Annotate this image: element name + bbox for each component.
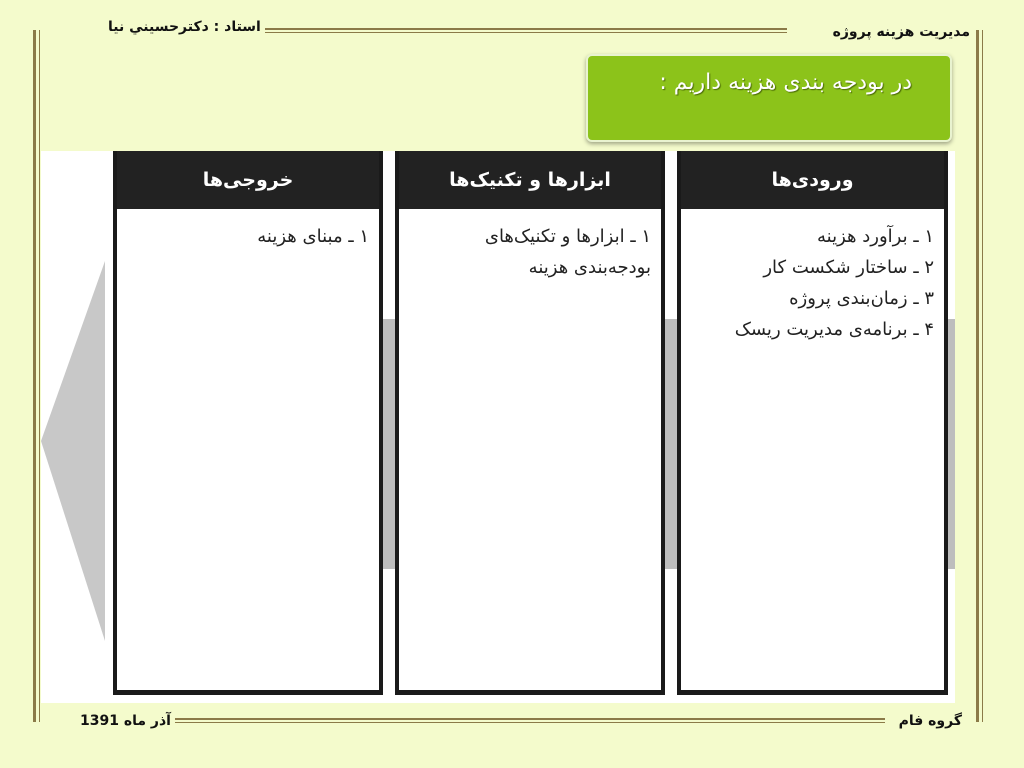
column-heading: خروجی‌ها xyxy=(117,151,379,209)
date-label: آذر ماه 1391 xyxy=(80,713,171,729)
course-title: مديريت هزينه پروژه xyxy=(832,24,970,40)
right-frame-line-inner xyxy=(982,30,983,722)
list-item: ۱ ـ برآورد هزینه xyxy=(817,226,934,247)
left-frame-line xyxy=(33,30,36,722)
slide-title: در بودجه بندی هزینه داریم : xyxy=(659,70,912,95)
top-divider xyxy=(265,28,787,30)
top-divider-inner xyxy=(265,32,787,33)
left-frame-line-inner xyxy=(39,30,40,722)
list-item: ۱ ـ ابزارها و تکنیک‌های بودجه‌بندی هزینه xyxy=(484,226,651,278)
column-heading: ورودی‌ها xyxy=(681,151,944,209)
list-item: ۱ ـ مبنای هزینه xyxy=(257,226,369,247)
group-name: گروه فام xyxy=(898,713,962,729)
bottom-divider-inner xyxy=(175,722,885,723)
column-items xyxy=(681,209,944,345)
instructor-name: استاد : دکترحسيني نيا xyxy=(108,19,261,35)
column-items xyxy=(399,209,661,283)
bottom-divider xyxy=(175,718,885,720)
process-diagram xyxy=(41,151,955,703)
list-item: ۴ ـ برنامه‌ی مدیریت ریسک xyxy=(734,319,934,340)
output-arrow-icon xyxy=(41,261,111,641)
tools-column xyxy=(395,151,665,695)
column-heading: ابزارها و تکنیک‌ها xyxy=(399,151,661,209)
outputs-column xyxy=(113,151,383,695)
slide-title-box xyxy=(586,54,952,142)
list-item: ۲ ـ ساختار شکست کار xyxy=(763,257,934,278)
inputs-column xyxy=(677,151,948,695)
right-frame-line xyxy=(976,30,979,722)
list-item: ۳ ـ زمان‌بندی پروژه xyxy=(789,288,934,309)
column-items xyxy=(117,209,379,252)
